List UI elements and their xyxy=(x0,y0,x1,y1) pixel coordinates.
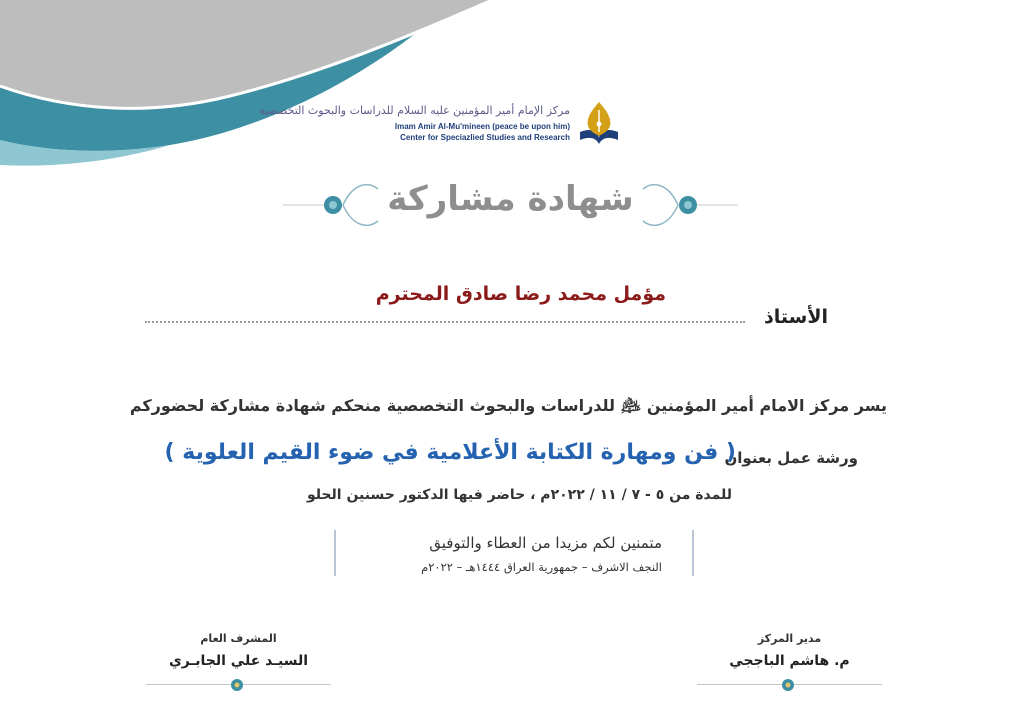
director-signature-block xyxy=(697,632,882,669)
workshop-title: ( فن ومهارة الكتابة الأعلامية في ضوء القيم العلوية ) xyxy=(164,440,736,465)
workshop-prefix: ورشة عمل بعنوان xyxy=(724,449,858,467)
logo-english-line2: Center for Speciazlied Studies and Research xyxy=(400,133,570,142)
supervisor-name: السيـد علي الجابـري xyxy=(168,653,309,669)
certificate-title-banner xyxy=(283,175,738,235)
supervisor-signature-block xyxy=(146,632,331,669)
recipient-dotted-line xyxy=(145,321,745,323)
supervisor-ornament-icon xyxy=(230,678,244,692)
center-logo xyxy=(259,98,628,153)
certificate-title: شهادة مشاركة xyxy=(387,179,634,219)
place-date-text: النجف الاشرف – جمهورية العراق ١٤٤٤هـ – ٢٠٢٢م xyxy=(421,560,662,574)
supervisor-role: المشرف العام xyxy=(200,632,277,645)
body-line-1: يسر مركز الامام أمير المؤمنين ﵇ للدراسات والبحوث التخصصية منحكم شهادة مشاركة لحضوركم xyxy=(129,396,887,415)
logo-english-line1: Imam Amir Al-Mu'mineen (peace be upon him) xyxy=(394,122,570,131)
logo-arabic-text: مركز الإمام أمير المؤمنين عليه السلام للدراسات والبحوث التخصصية xyxy=(259,104,570,117)
director-role: مدير المركز xyxy=(757,632,822,645)
recipient-label: الأستاذ xyxy=(764,306,828,328)
director-ornament-icon xyxy=(781,678,795,692)
recipient-name: مؤمل محمد رضا صادق المحترم xyxy=(375,283,666,305)
director-name: م. هاشم الباججي xyxy=(729,653,850,669)
wishes-text: متمنين لكم مزيدا من العطاء والتوفيق xyxy=(429,534,662,552)
workshop-dates-line: للمدة من ٥ - ٧ / ١١ / ٢٠٢٢م ، حاضر فيها الدكتور حسنين الحلو xyxy=(306,487,732,503)
book-pen-emblem-icon xyxy=(572,98,626,150)
corner-swoosh-decoration xyxy=(0,0,520,180)
